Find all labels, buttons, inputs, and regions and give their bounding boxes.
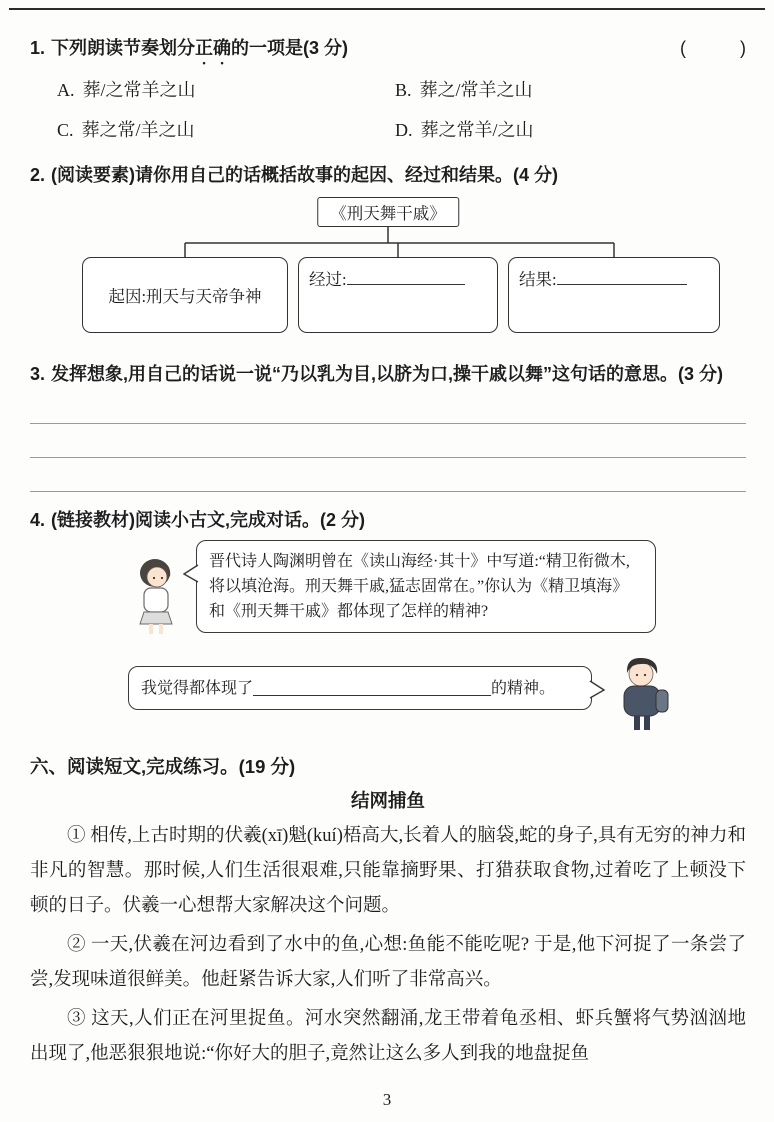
- result-label: 结果:: [519, 270, 557, 289]
- question-4-number: 4.: [30, 510, 46, 530]
- page-number: 3: [382, 1090, 392, 1109]
- answer-line[interactable]: [30, 390, 746, 424]
- answer-bracket[interactable]: ( ): [680, 38, 746, 58]
- diagram-title-box: 《刑天舞干戚》: [317, 197, 459, 227]
- question-1-text-post: 的一项是(3 分): [231, 38, 349, 58]
- question-3-stem: [30, 359, 746, 390]
- answer-line[interactable]: [30, 458, 746, 492]
- girl-speech-bubble: [196, 540, 656, 633]
- reading-passage: [30, 819, 746, 1072]
- diagram-process-box: [298, 257, 498, 333]
- question-2-tag: (阅读要素): [51, 165, 136, 185]
- result-answer-blank[interactable]: [557, 268, 687, 285]
- option-b: [395, 74, 746, 107]
- passage-paragraph-3: ③ 这天,人们正在河里捉鱼。河水突然翻涌,龙王带着龟丞相、虾兵蟹将气势汹汹地出现了,他恶狠狠地说:“你好大的胆子,竟然让这么多人到我的地盘捉鱼: [30, 1009, 746, 1064]
- reply-speech-bubble: [128, 666, 592, 710]
- option-d: [395, 114, 746, 147]
- story-structure-diagram: [30, 197, 746, 345]
- question-1-stem: [30, 34, 348, 68]
- diagram-cause-box: 起因:刑天与天帝争神: [82, 257, 288, 333]
- question-2-text: 请你用自己的话概括故事的起因、经过和结果。(4 分): [135, 165, 559, 185]
- question-3-number: 3.: [30, 364, 46, 384]
- dialogue-section: [30, 538, 746, 743]
- passage-paragraph-2: ② 一天,伏羲在河边看到了水中的鱼,心想:鱼能不能吃呢? 于是,他下河捉了一条尝了尝,发现味道很鲜美。他赶紧告诉大家,人们听了非常高兴。: [30, 935, 746, 990]
- answer-line[interactable]: [30, 424, 746, 458]
- option-c-text: 葬之常/羊之山: [81, 120, 195, 140]
- passage-title: 结网捕鱼: [350, 790, 425, 811]
- option-a-text: 葬/之常羊之山: [82, 80, 196, 100]
- option-b-text: 葬之/常羊之山: [419, 80, 533, 100]
- option-a-label: A.: [57, 80, 75, 100]
- girl-student-illustration: [126, 556, 184, 641]
- section-six-heading: 六、阅读短文,完成练习。(19 分): [30, 756, 296, 777]
- q1-options: [57, 74, 746, 147]
- process-label: 经过:: [309, 270, 347, 289]
- reply-text-post: 的精神。: [491, 679, 556, 697]
- question-1: [30, 34, 746, 68]
- boy-student-illustration: [612, 654, 674, 741]
- question-1-number: 1.: [30, 38, 46, 58]
- question-1-text-pre: 下列朗读节奏划分: [51, 38, 196, 58]
- question-1-emphasized-text: 正确: [195, 38, 232, 58]
- reply-answer-blank[interactable]: [253, 680, 491, 697]
- option-d-label: D.: [395, 120, 413, 140]
- question-2-number: 2.: [30, 165, 46, 185]
- option-c: [57, 114, 395, 147]
- process-answer-blank[interactable]: [347, 268, 465, 285]
- option-c-label: C.: [57, 120, 74, 140]
- speech-tail-right: [589, 679, 605, 701]
- question-4-tag: (链接教材): [51, 510, 136, 530]
- option-a: [57, 74, 395, 107]
- reply-text-pre: 我觉得都体现了: [141, 679, 254, 697]
- option-b-label: B.: [395, 80, 412, 100]
- option-d-text: 葬之常羊/之山: [420, 120, 534, 140]
- question-4-stem: [30, 506, 746, 534]
- diagram-result-box: [508, 257, 720, 333]
- question-2-stem: [30, 161, 746, 189]
- question-3-text: 发挥想象,用自己的话说一说“乃以乳为目,以脐为口,操干戚以舞”这句话的意思。(3 分): [51, 364, 724, 384]
- passage-paragraph-1: ① 相传,上古时期的伏羲(xī)魁(kuí)梧高大,长着人的脑袋,蛇的身子,具有无穷的神力和非凡的智慧。那时候,人们生活很艰难,只能靠摘野果、打猎获取食物,过着吃了上顿没下顿的日子。伏羲一心想帮大家解决这个问题。: [30, 826, 746, 916]
- girl-speech-text: 晋代诗人陶渊明曾在《读山海经·其十》中写道:“精卫衔微木,将以填沧海。刑天舞干戚,猛志固常在。”你认为《精卫填海》和《刑天舞干戚》都体现了怎样的精神?: [209, 553, 630, 620]
- question-4-text: 阅读小古文,完成对话。(2 分): [135, 510, 366, 530]
- speech-tail-left: [183, 563, 199, 585]
